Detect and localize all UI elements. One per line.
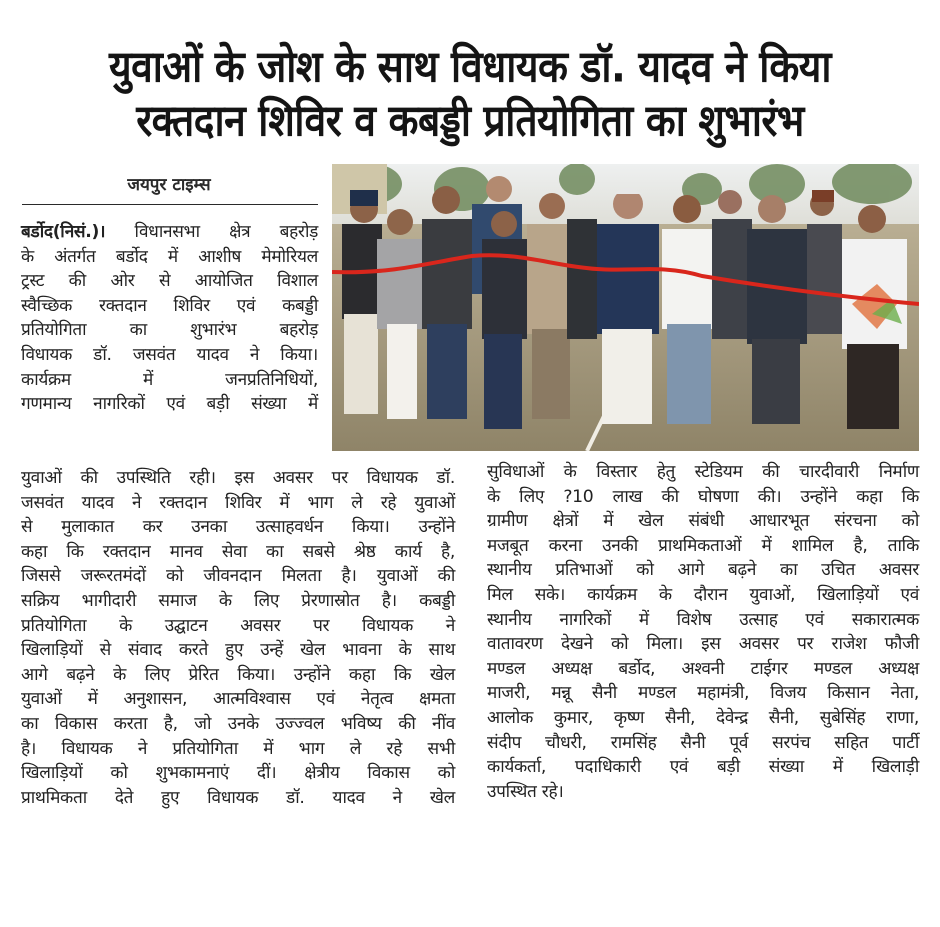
article-line: खिलाड़ियों को शुभकामनाएं दीं। क्षेत्रीय विकास को <box>21 763 455 784</box>
article-line: खिलाड़ियों से संवाद करते हुए उन्हें खेल भावना के साथ <box>21 640 455 661</box>
headline <box>0 41 940 149</box>
article-line: ग्रामीण क्षेत्रों में खेल संबंधी आधारभूत संरचना को <box>487 511 919 532</box>
article-line: का विकास करता है, जो उनके उज्ज्वल भविष्य की नींव <box>21 713 455 734</box>
article-line: मजबूत करना उनकी प्राथमिकताओं में शामिल है, ताकि <box>487 535 919 556</box>
article-line: सक्रिय भागीदारी समाज के लिए प्रेरणास्रोत है। कबड्डी <box>21 590 455 611</box>
article-line: प्राथमिकता देते हुए विधायक डॉ. यादव ने खेल <box>21 787 455 808</box>
article-column-right <box>487 460 919 804</box>
article-line: प्रतियोगिता का शुभारंभ बहरोड़ <box>21 320 318 341</box>
article-line: उपस्थित रहे। <box>487 781 564 802</box>
article-column-left-bottom <box>21 466 455 810</box>
article-line: है। विधायक ने प्रतियोगिता में भाग ले रहे सभी <box>21 738 455 759</box>
article-line: कार्यक्रम में जनप्रतिनिधियों, <box>21 369 318 390</box>
article-line: ट्रस्ट की ओर से आयोजित विशाल <box>21 271 318 292</box>
article-column-left-top <box>21 220 318 417</box>
article-line: के लिए ?10 लाख की घोषणा की। उन्होंने कहा कि <box>487 486 919 507</box>
article-line: आलोक कुमार, कृष्ण सैनी, देवेन्द्र सैनी, सुबेसिंह राणा, <box>487 707 919 728</box>
headline-line-1: युवाओं के जोश के साथ विधायक डॉ. यादव ने किया <box>108 42 832 94</box>
article-line: प्रतियोगिता के उद्घाटन अवसर पर विधायक ने <box>21 615 455 636</box>
ribbon-cutting-photo <box>332 164 919 451</box>
article-line: माजरी, मन्नू सैनी मण्डल महामंत्री, विजय किसान नेता, <box>487 683 919 704</box>
article-line: विधायक डॉ. जसवंत यादव ने किया। <box>21 344 318 365</box>
article-line: बर्डोद(निसं.)। विधानसभा क्षेत्र बहरोड़ <box>21 222 318 242</box>
article-line: स्थानीय नागरिकों में विशेष उत्साह एवं सकारात्मक <box>487 609 919 630</box>
article-line: जिससे जरूरतमंदों को जीवनदान मिलता है। युवाओं की <box>21 566 455 587</box>
article-line: कार्यकर्ता, पदाधिकारी एवं बड़ी संख्या में खिलाड़ी <box>487 757 919 778</box>
article-line: कहा कि रक्तदान मानव सेवा का सबसे श्रेष्ठ कार्य है, <box>21 541 455 562</box>
article-line: मिल सके। कार्यक्रम के दौरान युवाओं, खिलाड़ियों एवं <box>487 584 919 605</box>
article-line: जसवंत यादव ने रक्तदान शिविर में भाग ले रहे युवाओं <box>21 492 455 513</box>
article-line: स्वैच्छिक रक्तदान शिविर एवं कबड्डी <box>21 295 318 316</box>
source-divider <box>22 204 318 205</box>
article-line: मण्डल अध्यक्ष बर्डोद, अश्वनी टाईगर मण्डल अध्यक्ष <box>487 658 919 679</box>
article-line: युवाओं की उपस्थिति रही। इस अवसर पर विधायक डॉ. <box>21 468 455 488</box>
article-line: स्थानीय प्रतिभाओं को आगे बढ़ने का उचित अवसर <box>487 560 919 581</box>
source-credit: जयपुर टाइम्स <box>127 175 211 195</box>
news-photo <box>332 164 919 451</box>
dateline: बर्डोद(निसं.)। <box>21 222 106 242</box>
article-line: युवाओं में अनुशासन, आत्मविश्वास एवं नेतृत्व क्षमता <box>21 689 455 710</box>
article-line: वातावरण देखने को मिला। इस अवसर पर राजेश फौजी <box>487 634 919 655</box>
article-line: सुविधाओं के विस्तार हेतु स्टेडियम की चारदीवारी निर्माण <box>487 462 919 482</box>
article-line: संदीप चौधरी, रामसिंह सैनी पूर्व सरपंच सहित पार्टी <box>487 732 919 753</box>
article-line: के अंतर्गत बर्डोद में आशीष मेमोरियल <box>21 246 318 267</box>
article-line: गणमान्य नागरिकों एवं बड़ी संख्या में <box>21 394 318 415</box>
article-line: आगे बढ़ने के लिए प्रेरित किया। उन्होंने कहा कि खेल <box>21 664 455 685</box>
article-line: से मुलाकात कर उनका उत्साहवर्धन किया। उन्होंने <box>21 517 455 538</box>
headline-line-2: रक्तदान शिविर व कबड्डी प्रतियोगिता का शुभारंभ <box>136 96 804 148</box>
